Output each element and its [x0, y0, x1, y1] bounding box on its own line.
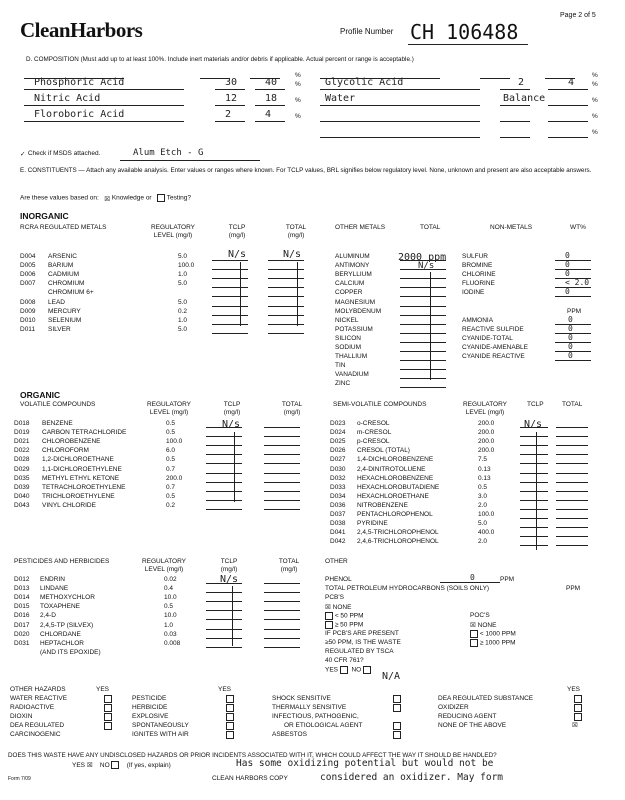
component-high: 18: [265, 93, 278, 104]
svoc-code: D037: [330, 511, 346, 518]
nonmetal2-name: REACTIVE SULFIDE: [462, 326, 524, 334]
nonmetal2-value: 0: [568, 342, 573, 352]
svoc-level: 200.0: [478, 420, 495, 427]
metal-name: SILVER: [48, 325, 71, 333]
hazards-yes-4: YES: [567, 686, 581, 693]
voc-level: 0.5: [166, 456, 176, 464]
regulated-label: REGULATED BY TSCA: [325, 648, 394, 655]
hazards-answer-row: YES ☒ NO (If yes, explain): [72, 762, 171, 769]
aluminum-total: 2000 ppm: [398, 252, 447, 263]
hazard-col4-label: NONE OF THE ABOVE: [438, 722, 507, 729]
hazard-col2-label: SPONTANEOUSLY: [132, 722, 189, 729]
voc-name: CHLOROFORM: [42, 447, 89, 455]
pesticides-tclp-value: N/s: [220, 574, 239, 585]
percent-sign: %: [592, 129, 598, 136]
voc-name: 1,2-DICHLOROETHANE: [42, 456, 114, 464]
svoc-code: D026: [330, 447, 346, 455]
other-metal-name: COPPER: [335, 289, 363, 297]
hazard-col2-checkbox[interactable]: [226, 704, 234, 712]
voc-level: 0.7: [166, 465, 176, 473]
svoc-level: 0.13: [478, 474, 491, 482]
nonmetal-name: BROMINE: [462, 262, 493, 270]
metal-name: CHROMIUM: [48, 280, 85, 288]
voc-code: D039: [14, 483, 30, 491]
svoc-level: 200.0: [478, 447, 495, 455]
svoc-level: 0.13: [478, 465, 491, 473]
voc-code: D029: [14, 465, 30, 473]
regulatory-level: 5.0: [178, 280, 188, 288]
inorganic-header-total: TOTAL (mg/l): [285, 224, 307, 239]
pesticide-code: D020: [14, 630, 30, 638]
hazards-question: DOES THIS WASTE HAVE ANY UNDISCLOSED HAZARDS OR PRIOR INCIDENTS ASSOCIATED WITH IT, WHICH COULD AFFECT THE WAY IT SHOULD BE HANDLED?: [8, 752, 497, 759]
svoc-name: 2,4,5-TRICHLOROPHENOL: [357, 529, 439, 537]
other-metals-total: N/s: [418, 261, 435, 271]
hazard-col4-label: DEA REGULATED SUBSTANCE: [438, 695, 534, 702]
regulatory-level: 5.0: [178, 325, 188, 333]
inorganic-header-reg: REGULATORY LEVEL (mg/l): [150, 224, 196, 239]
other-metal-name: THALLIUM: [335, 353, 368, 361]
other-metal-name: NICKEL: [335, 316, 359, 324]
nonmetal-value: < 2.0: [565, 278, 590, 288]
hazard-col4-checkbox[interactable]: ☒: [572, 722, 578, 729]
voc-code: D028: [14, 456, 30, 464]
other-metal-name: BERYLLIUM: [335, 271, 372, 279]
svoc-name: HEXACHLOROBENZENE: [357, 474, 434, 482]
pesticide-code: D014: [14, 594, 30, 602]
poc-ge1000-checkbox[interactable]: [470, 639, 478, 647]
svoc-code: D033: [330, 483, 346, 491]
hazard-col1-label: RADIOACTIVE: [10, 704, 55, 711]
if-pcb-label: IF PCB'S ARE PRESENT: [325, 630, 399, 637]
hazard-col2-checkbox[interactable]: [226, 731, 234, 739]
svoc-code: D034: [330, 492, 346, 500]
pesticide-name: LINDANE: [40, 585, 69, 593]
voc-name: VINYL CHLORIDE: [42, 501, 96, 509]
hazard-col2-checkbox[interactable]: [226, 713, 234, 721]
organic-header-tclp2: TCLP: [527, 401, 544, 408]
organic-header-svoc: SEMI-VOLATILE COMPOUNDS: [333, 401, 427, 408]
hazard-col3-checkbox[interactable]: [393, 704, 401, 712]
voc-level: 100.0: [166, 438, 183, 446]
phenol-label: PHENOL: [325, 576, 352, 583]
component-low: 30: [225, 77, 238, 88]
svoc-code: D042: [330, 538, 346, 546]
hazard-col1-checkbox[interactable]: [104, 704, 112, 712]
pesticide-name: METHOXYCHLOR: [40, 594, 95, 602]
svoc-code: D036: [330, 501, 346, 509]
component-name: Floroboric Acid: [34, 109, 125, 120]
nonmetal-name: SULFUR: [462, 253, 489, 260]
pesticides-header-total: TOTAL (mg/l): [278, 558, 300, 573]
regulatory-level: 5.0: [178, 253, 188, 260]
voc-name: 1,1-DICHLOROETHYLENE: [42, 465, 122, 473]
pesticide-name: CHLORDANE: [40, 630, 81, 638]
svoc-name: p-CRESOL: [357, 438, 390, 446]
component-name: Nitric Acid: [34, 93, 101, 104]
msds-label: Check if MSDS attached.: [27, 150, 101, 157]
hazard-col3-label: SHOCK SENSITIVE: [272, 695, 331, 702]
tsca-row: YES NO: [325, 666, 371, 674]
pesticides-header-name: PESTICIDES AND HERBICIDES: [14, 558, 110, 565]
regulatory-level: 5.0: [178, 298, 188, 306]
organic-header-total: TOTAL (mg/l): [281, 401, 303, 416]
inorganic-header-wt: WT%: [570, 224, 586, 231]
hazard-col3-label: THERMALLY SENSITIVE: [272, 704, 347, 711]
pesticide-level: 1.0: [164, 621, 174, 629]
regulatory-level: 0.2: [178, 307, 188, 315]
knowledge-checkbox[interactable]: ☒: [104, 196, 111, 203]
voc-code: D022: [14, 447, 30, 455]
hazards-yes-1: YES: [96, 686, 110, 693]
nonmetal-value: 0: [565, 260, 570, 270]
tph-label: TOTAL PETROLEUM HYDROCARBONS (SOILS ONLY): [325, 585, 490, 592]
svoc-level: 200.0: [478, 429, 495, 437]
pesticide-name: 2,4,5-TP (SILVEX): [40, 621, 94, 629]
metal-name: MERCURY: [48, 307, 81, 315]
nonmetal2-value: 0: [568, 333, 573, 343]
tsca-na: N/A: [382, 671, 401, 682]
hazard-col1-label: CARCINOGENIC: [10, 731, 61, 738]
inorganic-header-tclp: TCLP (mg/l): [228, 224, 246, 239]
hazard-col2-label: PESTICIDE: [132, 695, 167, 702]
hazard-col1-checkbox[interactable]: [104, 713, 112, 721]
form-number: Form 7/09: [8, 776, 31, 782]
hazard-col1-label: DIOXIN: [10, 713, 33, 720]
organic-title: ORGANIC: [20, 390, 61, 400]
page-indicator: Page 2 of 5: [560, 12, 596, 19]
voc-name: CHLOROBENZENE: [42, 438, 101, 446]
values-based-row: Are these values based on: ☒ Knowledge or Testing?: [20, 194, 191, 203]
other-metal-name: POTASSIUM: [335, 325, 373, 333]
voc-level: 0.7: [166, 483, 176, 491]
pesticide-level: 0.4: [164, 585, 174, 593]
svoc-level: 5.0: [478, 520, 488, 528]
percent-sign: %: [592, 72, 598, 79]
nonmetal-name: FLUORINE: [462, 280, 495, 288]
hazard-col1-label: WATER REACTIVE: [10, 695, 68, 702]
svoc-name: HEXACHLOROETHANE: [357, 492, 429, 500]
svoc-name: o-CRESOL: [357, 420, 390, 427]
svoc-name: 2,4,6-TRICHLOROPHENOL: [357, 538, 439, 546]
pesticide-level: 10.0: [164, 594, 177, 602]
inorganic-tclp-value: N/s: [228, 249, 247, 260]
voc-level: 0.5: [166, 492, 176, 500]
tph-ppm: PPM: [566, 585, 581, 592]
pesticide-name: (AND ITS EPOXIDE): [40, 648, 101, 656]
pesticide-level: 0.02: [164, 576, 177, 583]
component-high: 4: [265, 109, 272, 120]
voc-name: TETRACHLOROETHYLENE: [42, 483, 126, 491]
phenol-value: 0: [470, 573, 475, 582]
voc-code: D043: [14, 501, 30, 509]
component-name: Phosphoric Acid: [34, 77, 125, 88]
pesticides-header-reg: REGULATORY LEVEL (mg/l): [141, 558, 187, 573]
voc-code: D019: [14, 429, 30, 437]
svoc-code: D030: [330, 465, 346, 473]
hazard-col4-checkbox[interactable]: [574, 695, 582, 703]
nonmetal-name: CHLORINE: [462, 271, 496, 279]
profile-number: CH 106488: [410, 20, 519, 44]
svoc-name: PENTACHLOROPHENOL: [357, 511, 433, 518]
hazard-col3-label: ASBESTOS: [272, 731, 307, 738]
ppm-label: PPM: [567, 308, 582, 315]
nonmetal2-name: CYANIDE-TOTAL: [462, 335, 513, 343]
undisclosed-yes-checkbox[interactable]: ☒: [86, 762, 93, 769]
section-d-title: D. COMPOSITION (Must add up to at least 100%. Include inert materials and/or debris if applicable. Actual percent or range is acceptable.): [26, 56, 414, 63]
rcra-code: D008: [20, 298, 36, 306]
other-metal-name: VANADIUM: [335, 371, 369, 379]
profile-number-label: Profile Number: [340, 27, 394, 36]
rcra-code: D010: [20, 316, 36, 324]
svoc-name: NITROBENZENE: [357, 501, 408, 509]
organic-header-voc: VOLATILE COMPOUNDS: [20, 401, 96, 408]
poc-lt1000-row: < 1000 PPM: [470, 630, 516, 638]
other-metal-name: ALUMINUM: [335, 253, 370, 260]
pesticide-code: D031: [14, 639, 30, 647]
nonmetal-value: 0: [565, 287, 570, 297]
svoc-level: 2.0: [478, 538, 488, 546]
poc-ge1000-row: ≥ 1000 PPM: [470, 639, 516, 647]
rcra-code: D004: [20, 253, 36, 260]
nonmetal2-name: CYANIDE-AMENABLE: [462, 344, 528, 352]
svoc-code: D041: [330, 529, 346, 537]
hazard-col2-label: EXPLOSIVE: [132, 713, 169, 720]
voc-name: BENZENE: [42, 420, 73, 427]
svoc-name: m-CRESOL: [357, 429, 392, 437]
svoc-name: CRESOL (TOTAL): [357, 447, 410, 455]
nonmetal2-value: 0: [568, 315, 573, 324]
svoc-name: PYRIDINE: [357, 520, 388, 528]
svoc-level: 2.0: [478, 501, 488, 509]
rcra-code: D006: [20, 271, 36, 279]
percent-sign: %: [295, 97, 301, 104]
rcra-code: D005: [20, 262, 36, 270]
tsca-yes-checkbox[interactable]: [340, 666, 348, 674]
handwritten-line-2: considered an oxidizer. May form: [320, 772, 504, 783]
organic-header-reg2: REGULATORY LEVEL (mg/l): [462, 401, 508, 416]
hazards-title: OTHER HAZARDS: [10, 686, 66, 693]
pesticide-name: TOXAPHENE: [40, 603, 80, 611]
svoc-code: D025: [330, 438, 346, 446]
handwritten-line-1: Has some oxidizing potential but would not be: [236, 758, 494, 769]
component-low: 2: [518, 77, 525, 88]
organic-header-reg: REGULATORY LEVEL (mg/l): [146, 401, 192, 416]
voc-code: D018: [14, 420, 30, 427]
svoc-tclp-value: N/s: [524, 419, 543, 430]
svoc-code: D024: [330, 429, 346, 437]
pcb-ge50-row: ≥ 50 PPM: [325, 621, 363, 629]
svoc-level: 0.5: [478, 483, 488, 491]
regulatory-level: 100.0: [178, 262, 195, 270]
pesticide-name: 2,4-D: [40, 612, 56, 620]
other-metal-name: MOLYBDENUM: [335, 307, 382, 315]
pcb-none-row: ☒ NONE: [325, 604, 352, 611]
metal-name: BARIUM: [48, 262, 74, 270]
voc-name: METHYL ETHYL KETONE: [42, 474, 120, 482]
nonmetal-name: IODINE: [462, 289, 485, 297]
pocs-label: POC'S: [470, 612, 490, 619]
nonmetal-value: 0: [565, 251, 570, 260]
rcra-code: D011: [20, 325, 36, 333]
rcra-code: D007: [20, 280, 36, 288]
percent-sign: %: [592, 97, 598, 104]
voc-name: CARBON TETRACHLORIDE: [42, 429, 127, 437]
svoc-name: 2,4-DINITROTOLUENE: [357, 465, 426, 473]
voc-code: D040: [14, 492, 30, 500]
pesticide-code: D013: [14, 585, 30, 593]
poc-none-row: ☒ NONE: [470, 622, 497, 629]
gt50-label: ≥50 PPM, IS THE WASTE: [325, 639, 401, 646]
pesticides-header-tclp: TCLP (mg/l): [220, 558, 238, 573]
svoc-code: D027: [330, 456, 346, 464]
organic-header-total2: TOTAL: [562, 401, 583, 408]
inorganic-total-value: N/s: [283, 249, 302, 260]
hazard-col2-label: HERBICIDE: [132, 704, 168, 711]
component-high: 4: [568, 77, 575, 88]
hazard-col1-checkbox[interactable]: [104, 695, 112, 703]
svoc-level: 200.0: [478, 438, 495, 446]
other-metal-name: ZINC: [335, 380, 351, 388]
pesticide-level: 0.5: [164, 603, 174, 611]
tsca-no-checkbox[interactable]: [363, 666, 371, 674]
pcb-lt50-checkbox[interactable]: [325, 612, 333, 620]
nonmetal-value: 0: [565, 269, 570, 279]
hazard-col4-checkbox[interactable]: [574, 713, 582, 721]
svoc-code: D023: [330, 420, 346, 427]
other-metal-name: CALCIUM: [335, 280, 365, 288]
hazard-col3-label: INFECTIOUS, PATHOGENIC,: [272, 713, 359, 720]
svoc-code: D032: [330, 474, 346, 482]
metal-name: CHROMIUM 6+: [48, 289, 94, 297]
component-low: 12: [225, 93, 238, 104]
poc-lt1000-checkbox[interactable]: [470, 630, 478, 638]
organic-header-tclp: TCLP (mg/l): [223, 401, 241, 416]
cfr-label: 40 CFR 761?: [325, 657, 364, 664]
pcbs-label: PCB'S: [325, 594, 344, 601]
pesticide-name: HEPTACHLOR: [40, 639, 84, 647]
svoc-name: 1,4-DICHLOROBENZENE: [357, 456, 434, 464]
component-low: Balance: [503, 93, 546, 104]
regulatory-level: 1.0: [178, 271, 188, 279]
other-title: OTHER: [325, 558, 348, 565]
pesticide-code: D012: [14, 576, 30, 583]
hazard-col4-label: OXIDIZER: [438, 704, 469, 711]
hazard-col3-checkbox[interactable]: [393, 695, 401, 703]
percent-sign: %: [295, 72, 301, 79]
hazard-col2-checkbox[interactable]: [226, 695, 234, 703]
metal-name: LEAD: [48, 298, 65, 306]
percent-sign: %: [592, 81, 598, 88]
voc-code: D035: [14, 474, 30, 482]
inorganic-header-nonmetals: NON-METALS: [490, 224, 533, 231]
other-metal-name: TIN: [335, 362, 346, 370]
svoc-code: D038: [330, 520, 346, 528]
percent-sign: %: [592, 113, 598, 120]
voc-name: TRICHLOROETHYLENE: [42, 492, 115, 500]
hazard-col4-label: REDUCING AGENT: [438, 713, 497, 720]
svoc-level: 7.5: [478, 456, 488, 464]
metal-name: CADMIUM: [48, 271, 80, 279]
svoc-level: 100.0: [478, 511, 495, 518]
pesticide-name: ENDRIN: [40, 576, 65, 583]
metal-name: SELENIUM: [48, 316, 82, 324]
hazard-col1-label: DEA REGULATED: [10, 722, 65, 729]
voc-level: 6.0: [166, 447, 176, 455]
percent-sign: %: [295, 113, 301, 120]
inorganic-title: INORGANIC: [20, 211, 69, 221]
pesticide-level: 0.03: [164, 630, 177, 638]
other-metal-name: SILICON: [335, 334, 362, 342]
hazards-yes-2: YES: [218, 686, 232, 693]
hazard-col4-checkbox[interactable]: [574, 704, 582, 712]
voc-code: D021: [14, 438, 30, 446]
msds-row: [20, 150, 100, 157]
hazard-col1-checkbox[interactable]: [104, 722, 112, 730]
component-name: Glycolic Acid: [325, 77, 404, 88]
inorganic-header-total2: TOTAL: [420, 224, 441, 231]
component-low: 2: [225, 109, 232, 120]
component-high: 40: [265, 77, 278, 88]
voc-level: 200.0: [166, 474, 183, 482]
msds-checkbox[interactable]: ✓: [20, 151, 26, 159]
svoc-level: 400.0: [478, 529, 495, 537]
nonmetal2-name: CYANIDE REACTIVE: [462, 353, 525, 361]
section-e-title: E. CONSTITUENTS — Attach any available analysis. Enter values or ranges where known. For TCLP values, BRL signifies below regulatory level. None, unknown and present are also acceptable answers.: [20, 167, 592, 174]
nonmetal2-value: 0: [568, 351, 573, 361]
metal-name: ARSENIC: [48, 253, 77, 260]
component-name: Water: [325, 93, 356, 104]
msds-value: Alum Etch - G: [133, 148, 204, 158]
pcb-lt50-row: < 50 PPM: [325, 612, 364, 620]
pesticide-level: 10.0: [164, 612, 177, 620]
phenol-ppm: PPM: [500, 576, 515, 583]
voc-level: 0.5: [166, 429, 176, 437]
rcra-code: D009: [20, 307, 36, 315]
other-metal-name: MAGNESIUM: [335, 298, 376, 306]
company-logo: CleanHarbors: [20, 18, 143, 42]
regulatory-level: 1.0: [178, 316, 188, 324]
poc-none-checkbox[interactable]: ☒: [470, 622, 476, 629]
pesticide-code: D016: [14, 612, 30, 620]
svoc-level: 3.0: [478, 492, 488, 500]
nonmetal2-name: AMMONIA: [462, 317, 494, 324]
nonmetal2-value: 0: [568, 324, 573, 334]
other-metal-name: ANTIMONY: [335, 262, 370, 270]
voc-tclp-value: N/s: [222, 419, 241, 430]
other-metal-name: SODIUM: [335, 344, 361, 351]
hazard-col2-label: IGNITES WITH AIR: [132, 731, 189, 738]
percent-sign: %: [295, 81, 301, 88]
testing-checkbox[interactable]: [157, 194, 165, 202]
hazard-col3-label: OR ETIOLOGICAL AGENT: [284, 722, 363, 729]
voc-level: 0.2: [166, 501, 176, 509]
svoc-name: HEXACHLOROBUTADIENE: [357, 483, 440, 491]
pesticide-code: D015: [14, 603, 30, 611]
pcb-ge50-checkbox[interactable]: [325, 621, 333, 629]
undisclosed-no-checkbox[interactable]: [111, 761, 119, 769]
voc-level: 0.5: [166, 420, 176, 427]
inorganic-header-rcra: RCRA REGULATED METALS: [20, 224, 107, 231]
inorganic-header-other: OTHER METALS: [335, 224, 386, 231]
hazard-col3-checkbox[interactable]: [393, 722, 401, 730]
footer-copy: CLEAN HARBORS COPY: [212, 775, 288, 782]
pcb-none-checkbox[interactable]: ☒: [325, 604, 331, 611]
pesticide-level: 0.008: [164, 639, 181, 647]
hazard-col2-checkbox[interactable]: [226, 722, 234, 730]
pesticide-code: D017: [14, 621, 30, 629]
hazard-col3-checkbox[interactable]: [393, 731, 401, 739]
